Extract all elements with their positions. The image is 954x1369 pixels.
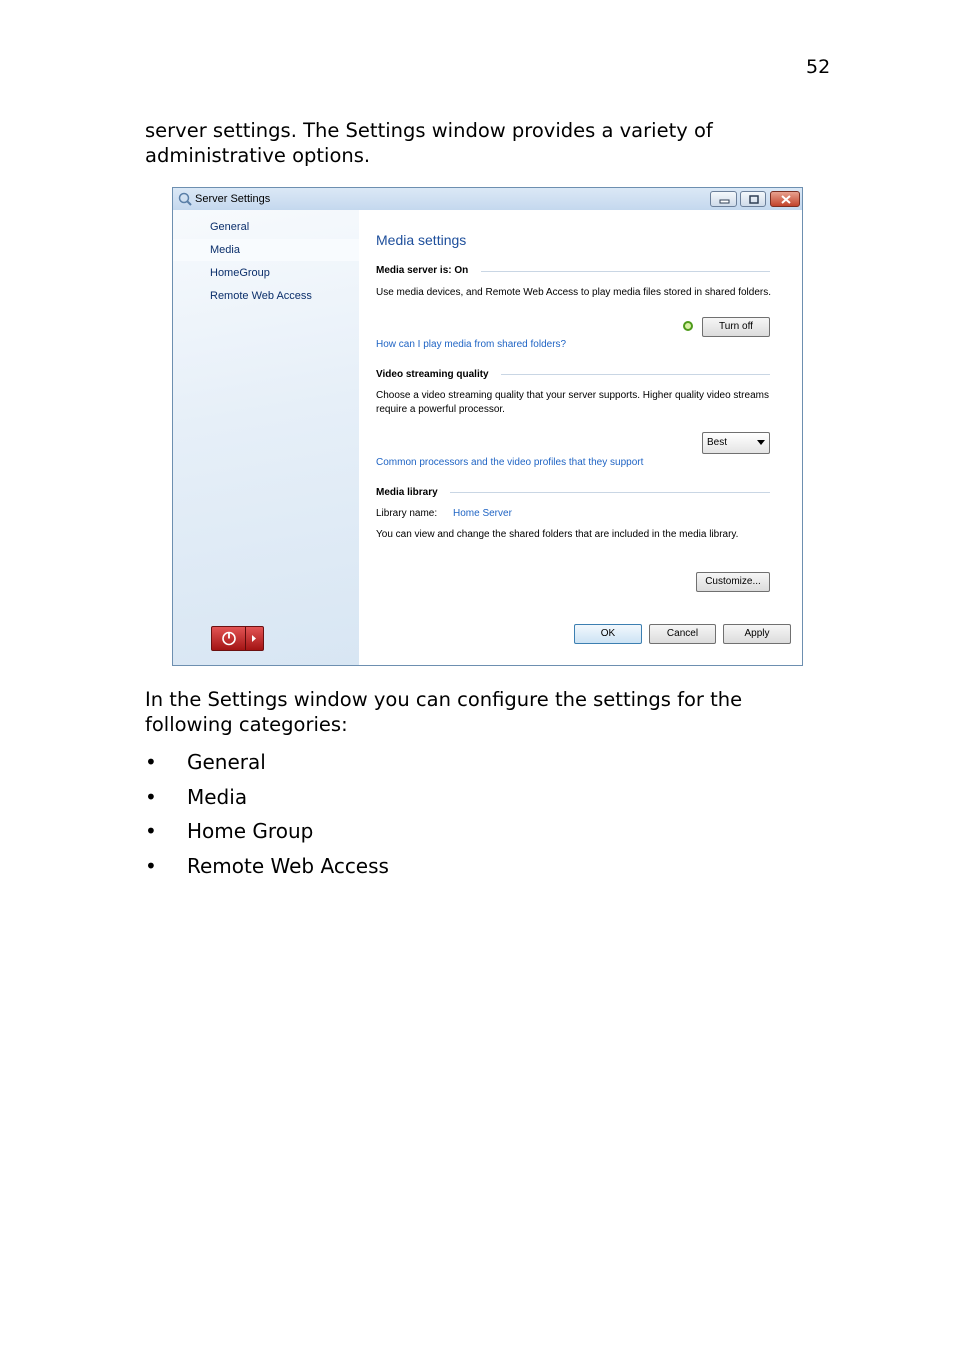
maximize-button[interactable] [740,191,766,207]
sidebar-item-media[interactable]: Media [173,239,359,261]
arrow-right-icon [212,627,263,650]
title-bar[interactable] [173,188,802,210]
ok-button[interactable]: OK [574,624,642,644]
settings-sidebar [173,210,359,666]
status-on-icon [683,321,693,331]
window-title: Server Settings [195,193,271,205]
media-library-description: You can view and change the shared folders that are included in the media library. [376,529,739,540]
shared-folders-help-link[interactable]: How can I play media from shared folders? [376,339,567,350]
minimize-button[interactable] [710,191,737,207]
media-library-title: Media library [376,487,438,498]
shutdown-button[interactable] [211,626,264,651]
page-title: Media settings [376,232,467,248]
video-streaming-title: Video streaming quality [376,369,489,380]
settings-content [359,210,802,666]
sidebar-item-remote-web-access[interactable]: Remote Web Access [210,290,312,302]
media-server-status: Media server is: On [376,265,469,276]
page-number: 52 [806,56,831,78]
chevron-down-icon [757,440,765,445]
media-server-description: Use media devices, and Remote Web Access to play media files stored in shared folders. [376,287,772,298]
intro-paragraph: server settings. The Settings window provides a variety of administrative options. [145,119,713,167]
categories-paragraph: In the Settings window you can configure the settings for the following categories: [145,688,743,736]
apply-button[interactable]: Apply [723,624,791,644]
sidebar-item-homegroup[interactable]: HomeGroup [210,267,270,279]
library-name-label: Library name: [376,508,438,519]
cancel-button[interactable]: Cancel [649,624,716,644]
close-icon [771,192,801,208]
video-streaming-description: Choose a video streaming quality that your server supports. Higher quality video streams require a powerful processor. [376,390,769,415]
sidebar-item-general[interactable]: General [210,221,250,233]
library-name-link[interactable]: Home Server [453,508,512,519]
customize-button[interactable]: Customize... [696,572,770,592]
server-settings-window [172,187,803,666]
video-quality-select[interactable] [702,432,770,454]
video-quality-value: Best [707,437,728,448]
turn-off-button[interactable]: Turn off [702,317,770,337]
server-settings-icon [178,192,192,206]
video-profiles-help-link[interactable]: Common processors and the video profiles that they support [376,457,644,468]
maximize-icon [741,192,767,208]
minimize-icon [711,192,738,208]
close-button[interactable] [770,191,800,207]
